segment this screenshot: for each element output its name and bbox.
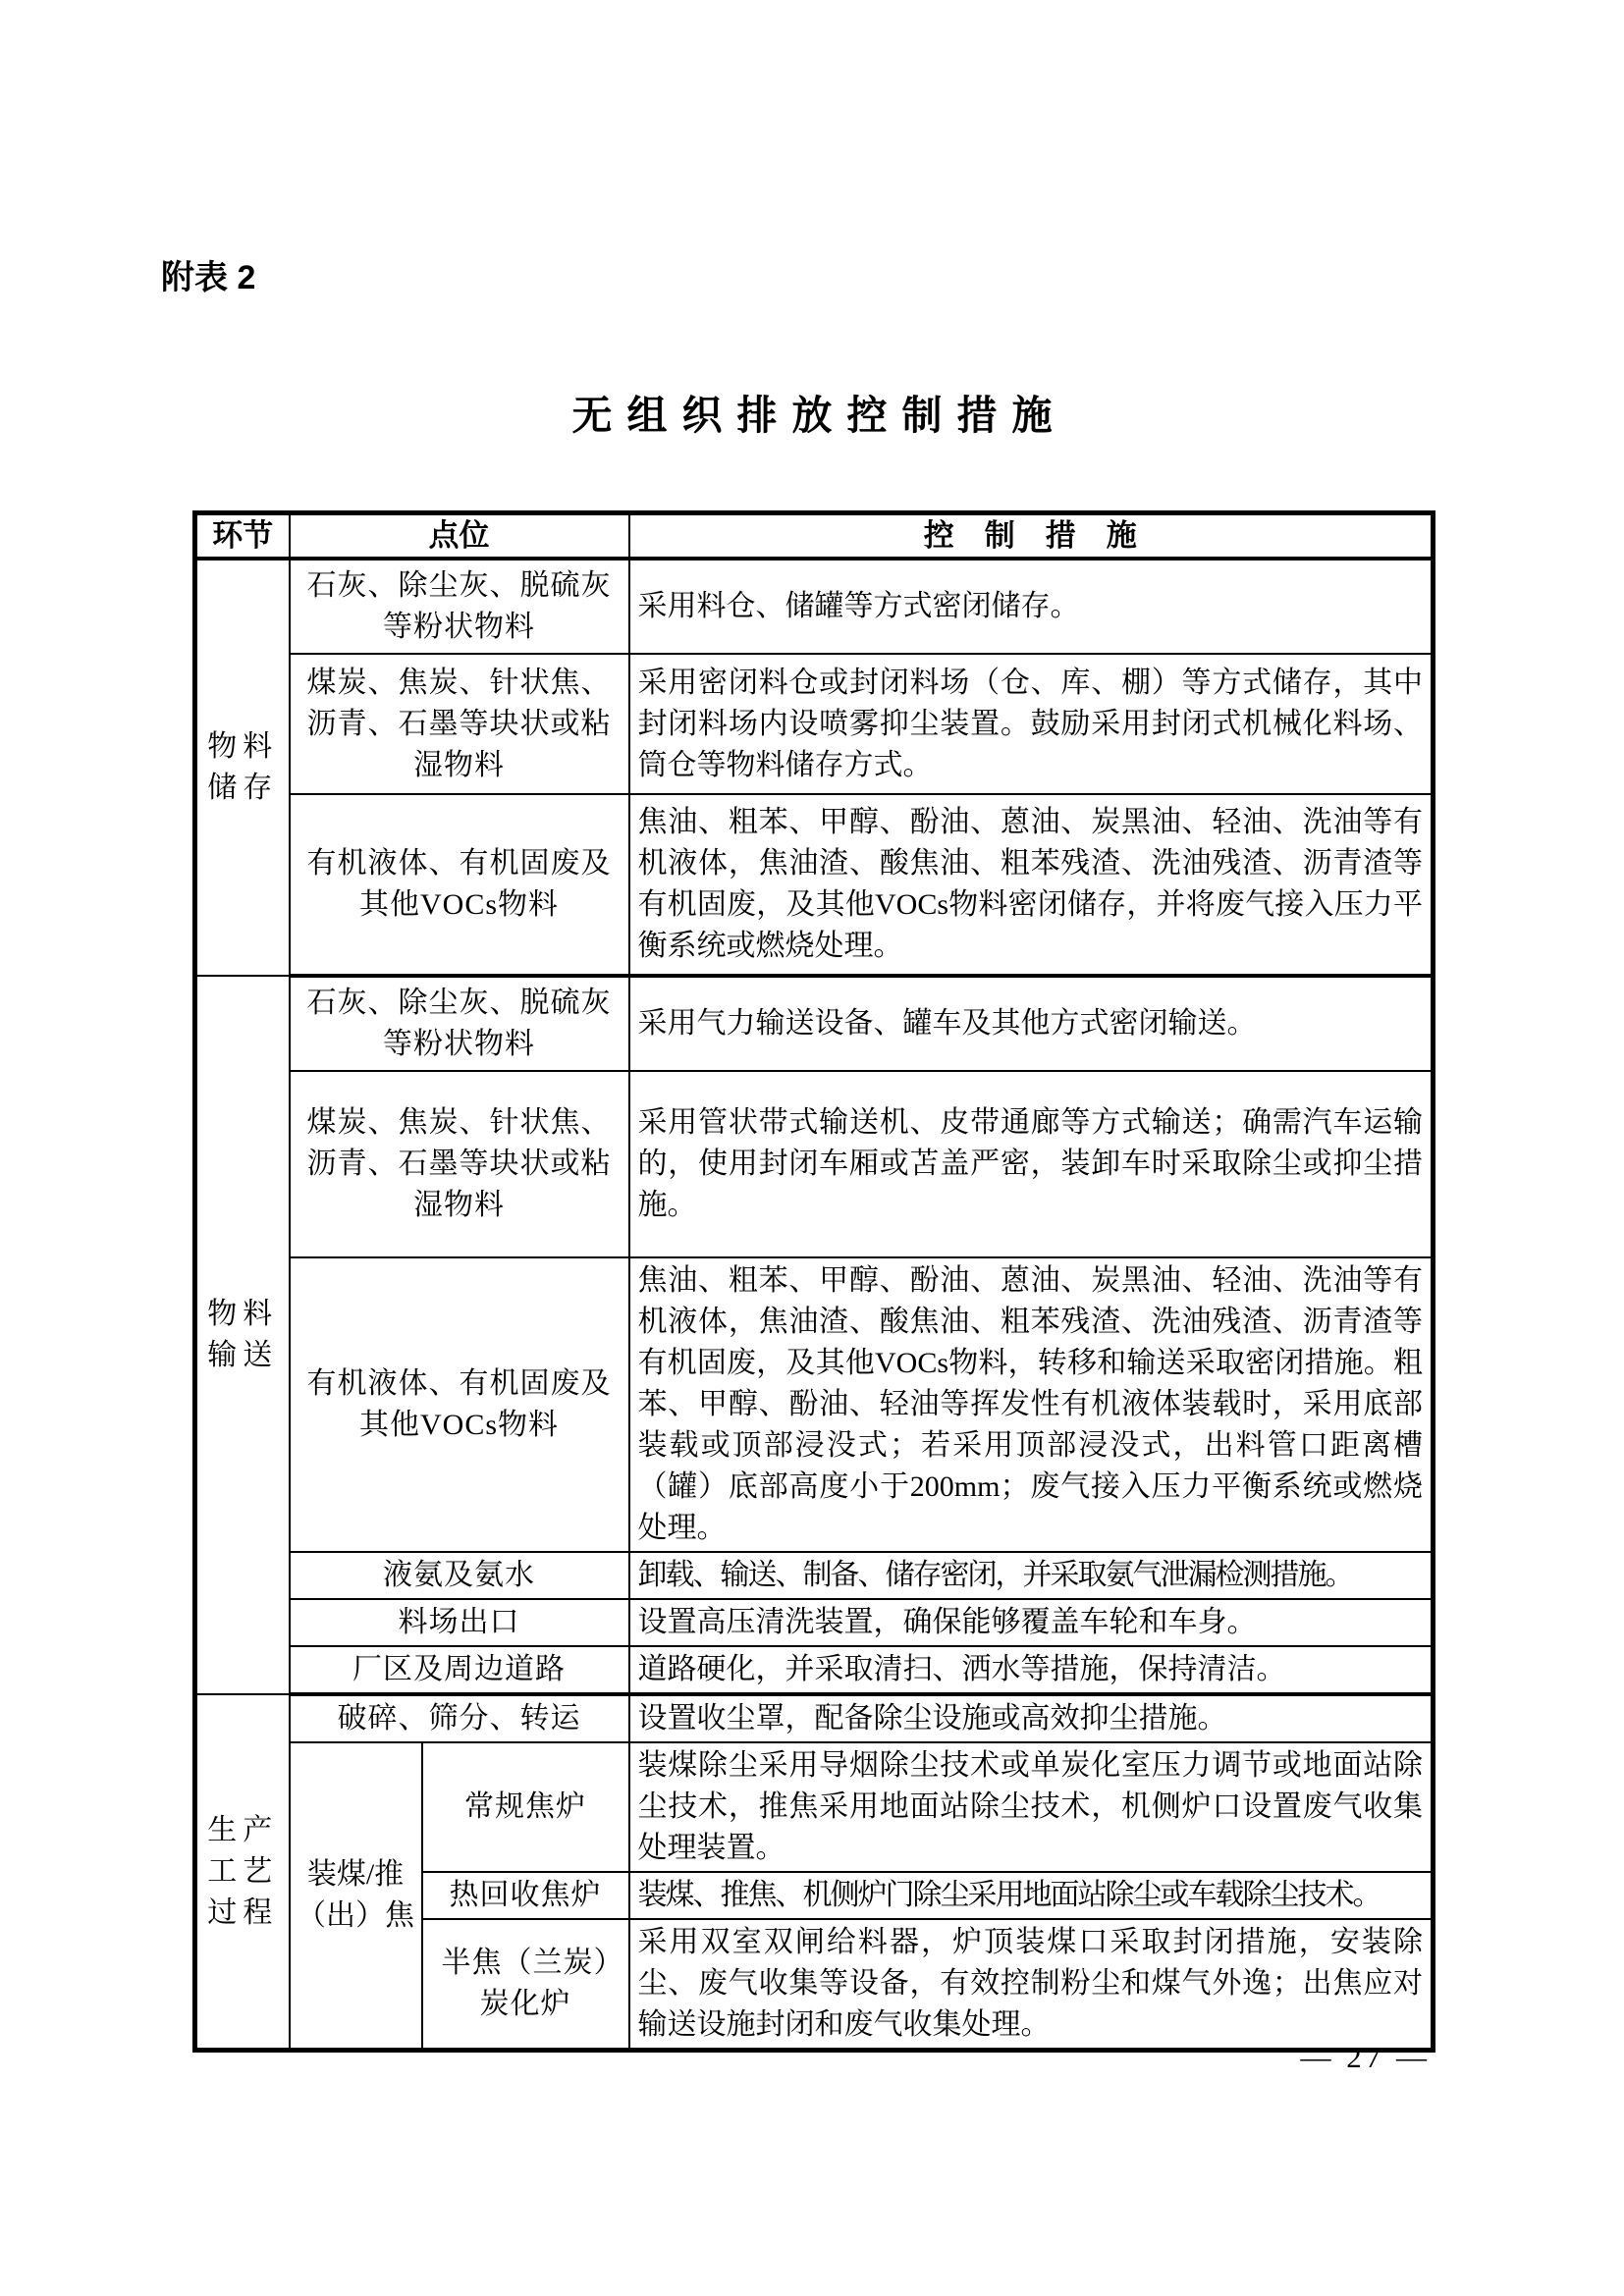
table-row — [195, 1257, 1434, 1552]
point-cell: 厂区及周边道路 — [290, 1646, 629, 1694]
measure-cell: 设置高压清洗装置，确保能够覆盖车轮和车身。 — [629, 1599, 1434, 1646]
measure-cell: 焦油、粗苯、甲醇、酚油、蒽油、炭黑油、轻油、洗油等有机液体，焦油渣、酸焦油、粗苯残渣、洗油残渣、沥青渣等有机固废，及其他VOCs物料，转移和输送采取密闭措施。粗苯、甲醇、酚油、轻油等挥发性有机液体装载时，采用底部装载或顶部浸没式；若采用顶部浸没式，出料管口距离槽（罐）底部高度小于200mm；废气接入压力平衡系统或燃烧处理。 — [629, 1257, 1434, 1552]
table-row — [195, 1071, 1434, 1257]
point-cell: 半焦（兰炭）炭化炉 — [422, 1919, 629, 2051]
page-number: — 27 — — [1300, 2040, 1431, 2074]
point-group-cell: 装煤/推（出）焦 — [290, 1742, 422, 2051]
col-header-measure: 控 制 措 施 — [629, 513, 1434, 560]
measure-cell: 采用料仓、储罐等方式密闭储存。 — [629, 559, 1434, 654]
measure-cell: 装煤、推焦、机侧炉门除尘采用地面站除尘或车载除尘技术。 — [629, 1872, 1434, 1919]
measure-cell: 装煤除尘采用导烟除尘技术或单炭化室压力调节或地面站除尘技术，推焦采用地面站除尘技术，机侧炉口设置废气收集处理装置。 — [629, 1742, 1434, 1872]
appendix-label: 附表 2 — [161, 259, 256, 296]
measure-cell: 采用密闭料仓或封闭料场（仓、库、棚）等方式储存，其中封闭料场内设喷雾抑尘装置。鼓励采用封闭式机械化料场、筒仓等物料储存方式。 — [629, 654, 1434, 794]
stage-label: 物料输送 — [207, 1298, 279, 1371]
table-row — [195, 1742, 1434, 1872]
stage-cell-material-storage — [195, 559, 290, 976]
table-row — [195, 1599, 1434, 1646]
table-row — [195, 1646, 1434, 1694]
stage-label: 物料储存 — [207, 730, 279, 804]
point-cell: 料场出口 — [290, 1599, 629, 1646]
point-cell: 破碎、筛分、转运 — [290, 1694, 629, 1742]
table-row — [195, 1552, 1434, 1599]
table-row — [195, 559, 1434, 654]
stage-label: 生产工艺过程 — [207, 1813, 279, 1929]
point-cell: 煤炭、焦炭、针状焦、沥青、石墨等块状或粘湿物料 — [290, 1071, 629, 1257]
point-cell: 煤炭、焦炭、针状焦、沥青、石墨等块状或粘湿物料 — [290, 654, 629, 794]
table-row — [195, 794, 1434, 976]
measure-cell: 采用双室双闸给料器，炉顶装煤口采取封闭措施，安装除尘、废气收集等设备，有效控制粉尘和煤气外逸；出焦应对输送设施封闭和废气收集处理。 — [629, 1919, 1434, 2051]
point-cell: 热回收焦炉 — [422, 1872, 629, 1919]
measure-cell: 设置收尘罩，配备除尘设施或高效抑尘措施。 — [629, 1694, 1434, 1742]
point-cell: 常规焦炉 — [422, 1742, 629, 1872]
table-header-row — [195, 513, 1434, 560]
point-cell: 石灰、除尘灰、脱硫灰等粉状物料 — [290, 976, 629, 1071]
point-cell: 有机液体、有机固废及其他VOCs物料 — [290, 1257, 629, 1552]
measure-cell: 采用气力输送设备、罐车及其他方式密闭输送。 — [629, 976, 1434, 1071]
page-title: 无组织排放控制措施 — [571, 393, 1067, 438]
stage-cell-production-process — [195, 1694, 290, 2051]
col-header-stage: 环节 — [195, 513, 290, 560]
stage-cell-material-transport — [195, 976, 290, 1694]
table-row — [195, 654, 1434, 794]
control-measures-table — [192, 510, 1435, 2053]
measure-cell: 道路硬化，并采取清扫、洒水等措施，保持清洁。 — [629, 1646, 1434, 1694]
col-header-point: 点位 — [290, 513, 629, 560]
point-cell: 液氨及氨水 — [290, 1552, 629, 1599]
table-row — [195, 1694, 1434, 1742]
point-cell: 石灰、除尘灰、脱硫灰等粉状物料 — [290, 559, 629, 654]
table-row — [195, 976, 1434, 1071]
measure-cell: 焦油、粗苯、甲醇、酚油、蒽油、炭黑油、轻油、洗油等有机液体，焦油渣、酸焦油、粗苯残渣、洗油残渣、沥青渣等有机固废，及其他VOCs物料密闭储存，并将废气接入压力平衡系统或燃烧处理。 — [629, 794, 1434, 976]
point-cell: 有机液体、有机固废及其他VOCs物料 — [290, 794, 629, 976]
measure-cell: 采用管状带式输送机、皮带通廊等方式输送；确需汽车运输的，使用封闭车厢或苫盖严密，装卸车时采取除尘或抑尘措施。 — [629, 1071, 1434, 1257]
measure-cell: 卸载、输送、制备、储存密闭，并采取氨气泄漏检测措施。 — [629, 1552, 1434, 1599]
